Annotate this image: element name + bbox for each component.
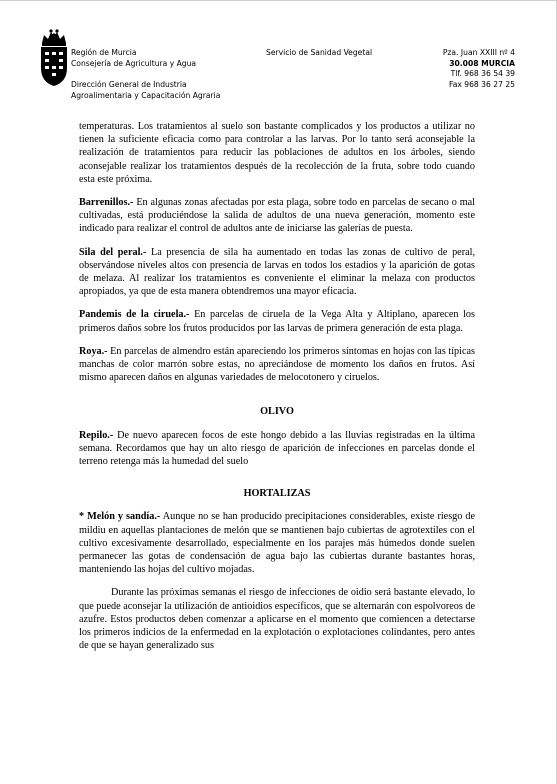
region-crest-logo	[38, 28, 70, 88]
paragraph-roya	[79, 345, 475, 385]
document-body	[79, 120, 475, 653]
repilo-title: Repilo.-	[79, 429, 114, 441]
paragraph-melon	[79, 510, 475, 576]
barrenillos-title: Barrenillos.-	[79, 197, 134, 209]
repilo-text: De nuevo aparecen focos de este hongo debido a las lluvias registradas en la última semana. Recordamos que hay un alto riesgo de aparición de infecciones en parcelas donde el terreno retenga más la humedad del suelo	[79, 429, 475, 468]
paragraph-repilo	[79, 429, 475, 469]
dept-line-1: Dirección General de Industria	[71, 80, 187, 89]
city-line: 30.008 MURCIA	[449, 58, 515, 68]
section-heading-hortalizas: HORTALIZAS	[243, 488, 311, 500]
sila-title: Sila del peral.-	[79, 246, 147, 258]
org-line-2: Consejería de Agricultura y Agua	[71, 58, 197, 68]
dept-line-2: Agroalimentaria y Capacitación Agraria	[71, 90, 221, 100]
header-service: Servicio de Sanidad Vegetal	[266, 48, 373, 57]
paragraph-intro: temperaturas. Los tratamientos al suelo son bastante complicados y los productos a utilizar no tienen la suficiente eficacia como para controlar a las larvas. Por lo tanto será aconsejable la realización de tratamientos para reducir las poblaciones de adultos en los árboles, siendo aconsejable realizar los tratamientos después de la recolección de la fruta, sobre todo cuando esta este próxima.	[79, 121, 475, 185]
page-border-top	[0, 0, 557, 1]
pandemis-title: Pandemis de la ciruela.-	[79, 309, 190, 321]
fax-line: Fax 968 36 27 25	[449, 79, 515, 89]
address-line: Pza. Juan XXIII nº 4	[442, 48, 515, 57]
barrenillos-text: En algunas zonas afectadas por esta plaga, sobre todo en parcelas de secano o mal cultivadas, está produciéndose la salida de adultos de una nueva generación, momento este indicado para realizar el control de adultos ante de iniciarse las galerías de puesta.	[79, 197, 475, 235]
phone-line: Tlf. 968 36 54 39	[450, 69, 515, 78]
paragraph-sila	[79, 246, 475, 299]
header-contact	[443, 48, 515, 90]
roya-title: Roya.-	[79, 345, 108, 357]
paragraph-barrenillos	[79, 196, 475, 236]
org-line-1: Región de Murcia	[71, 48, 137, 57]
section-heading-olivo: OLIVO	[260, 406, 294, 418]
paragraph-pandemis	[79, 308, 475, 334]
roya-text: En parcelas de almendro están apareciendo los primeros síntomas en hojas con las típicas manchas de color marrón sobre estas, no apreciándose de momento los daños en frutos. Así mismo aparecen daños en algunas variedades de melocotonero y ciruelos.	[79, 345, 475, 384]
sila-text: La presencia de sila ha aumentado en todas las zonas de cultivo de peral, observándose niveles altos con presencia de larvas en todos los estadios y la aparición de gotas de melaza. Al realizar los tratamientos es conveniente el eliminar la melaza con productos apropiados, ya que de esta manera obtendremos una mayor eficacia.	[79, 246, 475, 298]
pandemis-text: En parcelas de ciruela de la Vega Alta y Altiplano, aparecen los primeros daños sobre los frutos producidos por las larvas de primera generación de esta plaga.	[79, 309, 475, 334]
header-organization	[71, 48, 220, 101]
paragraph-oidio: Durante las próximas semanas el riesgo de infecciones de oidio será bastante elevado, lo que puede aconsejar la utilización de antioidios específicos, que se alternarán con espolvoreos de azufre. Estos productos deben comenzar a aplicarse en el momento que comiencen a detectarse los primeros indicios de la enfermedad en la explotación o explotaciones colindantes, pero antes de que se hayan generalizado sus	[79, 587, 475, 652]
melon-text: Aunque no se han producido precipitaciones considerables, existe riesgo de mildiu en aquellas plantaciones de melón que se mantienen bajo cubiertas de agrotextiles con el cultivo excesivamente desarrollado, especialmente en los parajes más húmedos donde suelen permanecer las gotas de condensación de agua bajo las cubiertas durante bastantes horas, manteniendo las hojas del cultivo mojadas.	[79, 511, 476, 576]
melon-title: * Melón y sandía.-	[79, 511, 161, 523]
